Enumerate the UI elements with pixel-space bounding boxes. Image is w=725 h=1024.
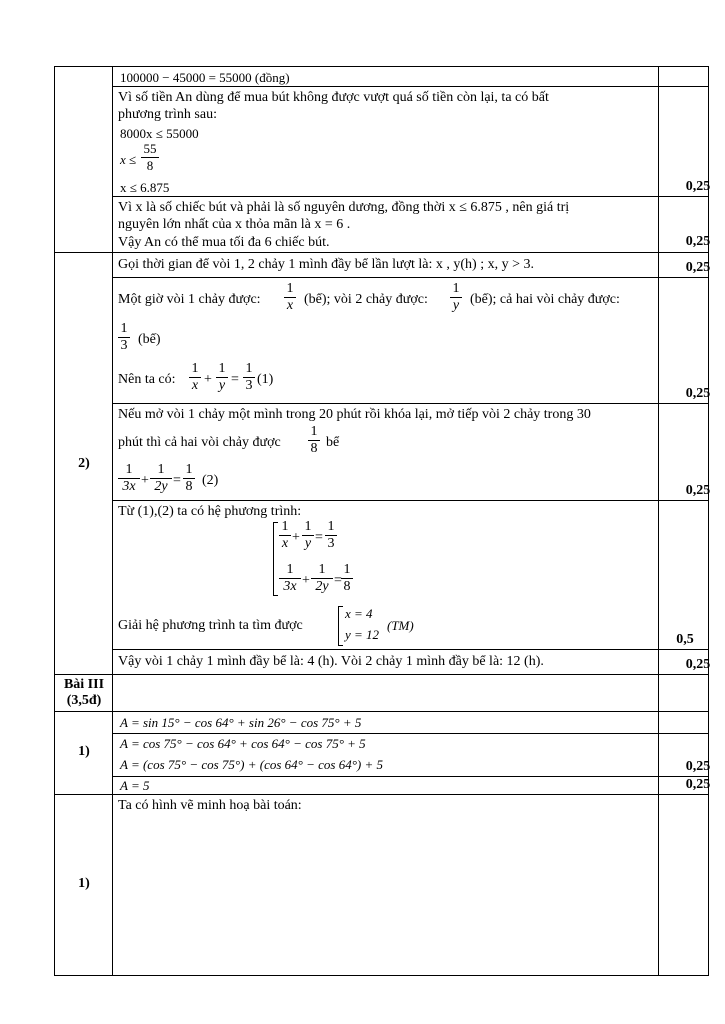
row-divider bbox=[54, 794, 709, 795]
row5-line2-end: bể bbox=[326, 435, 340, 450]
equals-sign: = bbox=[334, 573, 342, 588]
frac-num: 1 bbox=[286, 281, 294, 296]
solution-brace bbox=[338, 606, 343, 646]
fraction-1-y bbox=[216, 362, 228, 393]
row1-line6: x ≤ 6.875 bbox=[120, 180, 170, 195]
section-label: 1) bbox=[78, 876, 90, 891]
frac-den: 3 bbox=[120, 338, 128, 353]
row11-text: Ta có hình vẽ minh hoạ bài toán: bbox=[118, 798, 302, 813]
score: 0,25 bbox=[685, 777, 711, 792]
row-divider bbox=[54, 252, 709, 253]
row-divider bbox=[112, 776, 709, 777]
table-border-top bbox=[54, 66, 709, 67]
fraction-1-x bbox=[279, 520, 291, 551]
fraction-1-2y bbox=[311, 563, 333, 594]
frac-den: y bbox=[304, 536, 312, 551]
section-points: (3,5đ) bbox=[66, 693, 102, 708]
score: 0,25 bbox=[685, 260, 711, 275]
row4-part2: (bể); vòi 2 chảy được: bbox=[304, 292, 428, 307]
row4-part3: (bể); cả hai vòi chảy được: bbox=[470, 292, 620, 307]
score: 0,25 bbox=[685, 759, 711, 774]
score: 0,5 bbox=[676, 632, 694, 647]
row-divider bbox=[112, 277, 709, 278]
frac-den: 8 bbox=[185, 479, 193, 494]
frac-num: 1 bbox=[304, 519, 312, 534]
score: 0,25 bbox=[685, 483, 711, 498]
fraction-1-8 bbox=[308, 425, 320, 456]
row-divider bbox=[54, 711, 709, 712]
fraction-1-3 bbox=[118, 322, 130, 353]
row6-solve-text: Giải hệ phương trình ta tìm được bbox=[118, 618, 303, 633]
score: 0,25 bbox=[685, 179, 711, 194]
solution-y: y = 12 bbox=[345, 627, 380, 642]
plus-sign: + bbox=[292, 530, 300, 545]
row-divider bbox=[112, 733, 709, 734]
fraction-1-8 bbox=[183, 463, 195, 494]
row2-line1: Vì x là số chiếc bút và phải là số nguyên dương, đồng thời x ≤ 6.875 , nên giá trị bbox=[118, 200, 570, 215]
frac-den: y bbox=[218, 378, 226, 393]
score: 0,25 bbox=[685, 386, 711, 401]
plus-sign: + bbox=[302, 573, 310, 588]
fraction-1-8 bbox=[341, 563, 353, 594]
row3-text: Gọi thời gian để vòi 1, 2 chảy 1 mình đầy bể lần lượt là: x , y(h) ; x, y > 3. bbox=[118, 257, 535, 272]
solution-x: x = 4 bbox=[345, 606, 373, 621]
section-label: 1) bbox=[78, 744, 90, 759]
fraction-1-2y bbox=[150, 463, 172, 494]
row-divider bbox=[112, 403, 709, 404]
frac-num: 1 bbox=[327, 519, 335, 534]
section-label: 2) bbox=[78, 456, 90, 471]
frac-den: x bbox=[281, 536, 289, 551]
section-title: Bài III bbox=[63, 677, 105, 692]
row6-line1: Từ (1),(2) ta có hệ phương trình: bbox=[118, 504, 302, 519]
frac-den: 3x bbox=[122, 479, 136, 494]
frac-num: 1 bbox=[286, 562, 294, 577]
frac-num: 1 bbox=[318, 562, 326, 577]
row4-part4: (bể) bbox=[138, 332, 161, 347]
frac-num: 1 bbox=[218, 361, 226, 376]
frac-den: 8 bbox=[310, 441, 318, 456]
fraction-1-3x bbox=[118, 463, 140, 494]
row2-line3: Vậy An có thể mua tối đa 6 chiếc bút. bbox=[118, 235, 330, 250]
equals-sign: = bbox=[231, 372, 239, 387]
frac-den: x bbox=[191, 378, 199, 393]
row8-text: A = sin 15° − cos 64° + sin 26° − cos 75° + 5 bbox=[120, 715, 362, 730]
table-border-bottom bbox=[54, 975, 709, 976]
frac-den: 2y bbox=[154, 479, 168, 494]
fraction-1-3 bbox=[243, 362, 255, 393]
equals-sign: = bbox=[173, 473, 181, 488]
row1-line3: phương trình sau: bbox=[118, 107, 217, 122]
row5-line1: Nếu mở vòi 1 chảy một mình trong 20 phút rồi khóa lại, mở tiếp vòi 2 chảy trong 30 bbox=[118, 407, 591, 422]
row5-line2: phút thì cả hai vòi chảy được bbox=[118, 435, 281, 450]
fraction-1-3 bbox=[325, 520, 337, 551]
table-col-divider-1 bbox=[112, 66, 113, 976]
equation-tag: (1) bbox=[257, 372, 274, 387]
row1-line4: 8000x ≤ 55000 bbox=[120, 126, 199, 141]
fraction-1-y bbox=[450, 282, 462, 313]
table-col-divider-2 bbox=[658, 66, 659, 976]
frac-den: 2y bbox=[315, 579, 329, 594]
row-divider bbox=[112, 86, 709, 87]
row10-text: A = 5 bbox=[120, 778, 150, 793]
system-brace bbox=[273, 522, 278, 596]
frac-den: 3 bbox=[327, 536, 335, 551]
frac-den: 3x bbox=[283, 579, 297, 594]
row2-line2: nguyên lớn nhất của x thỏa mãn là x = 6 . bbox=[118, 217, 351, 232]
frac-num: 1 bbox=[343, 562, 351, 577]
section-header-bai-iii bbox=[54, 677, 114, 709]
table-border-left bbox=[54, 66, 55, 976]
row-divider bbox=[54, 674, 709, 675]
score: 0,25 bbox=[685, 657, 711, 672]
fraction-1-3x bbox=[279, 563, 301, 594]
row1-line1: 100000 − 45000 = 55000 (đồng) bbox=[120, 70, 290, 85]
frac-den: 3 bbox=[245, 378, 253, 393]
row-divider bbox=[112, 649, 709, 650]
row4-part5: Nên ta có: bbox=[118, 372, 176, 387]
table-border-right bbox=[708, 66, 709, 976]
row1-ineq-lhs: x ≤ bbox=[120, 152, 137, 167]
row9-line2: A = (cos 75° − cos 75°) + (cos 64° − cos 64°) + 5 bbox=[120, 757, 383, 772]
row-divider bbox=[112, 196, 709, 197]
frac-den: y bbox=[452, 298, 460, 313]
frac-den: 8 bbox=[146, 158, 154, 173]
solution-tm: (TM) bbox=[387, 618, 414, 633]
frac-num: 1 bbox=[191, 361, 199, 376]
fraction-1-x bbox=[189, 362, 201, 393]
frac-num: 1 bbox=[120, 321, 128, 336]
score: 0,25 bbox=[685, 234, 711, 249]
row1-line2: Vì số tiền An dùng để mua bút không được vượt quá số tiền còn lại, ta có bất bbox=[118, 90, 549, 105]
frac-num: 1 bbox=[310, 424, 318, 439]
frac-num: 1 bbox=[281, 519, 289, 534]
plus-sign: + bbox=[141, 473, 149, 488]
frac-num: 1 bbox=[452, 281, 460, 296]
frac-num: 1 bbox=[125, 462, 133, 477]
equation-tag: (2) bbox=[202, 473, 219, 488]
equals-sign: = bbox=[315, 530, 323, 545]
row4-part1: Một giờ vòi 1 chảy được: bbox=[118, 292, 261, 307]
row-divider bbox=[112, 500, 709, 501]
frac-num: 55 bbox=[143, 141, 157, 156]
frac-num: 1 bbox=[157, 462, 165, 477]
fraction-1-y bbox=[302, 520, 314, 551]
row9-line1: A = cos 75° − cos 64° + cos 64° − cos 75° + 5 bbox=[120, 736, 366, 751]
row7-text: Vậy vòi 1 chảy 1 mình đầy bể là: 4 (h). Vòi 2 chảy 1 mình đầy bể là: 12 (h). bbox=[118, 654, 544, 669]
fraction-1-x bbox=[284, 282, 296, 313]
frac-den: x bbox=[286, 298, 294, 313]
fraction-55-8 bbox=[141, 142, 159, 173]
frac-num: 1 bbox=[185, 462, 193, 477]
frac-num: 1 bbox=[245, 361, 253, 376]
frac-den: 8 bbox=[343, 579, 351, 594]
plus-sign: + bbox=[204, 372, 212, 387]
